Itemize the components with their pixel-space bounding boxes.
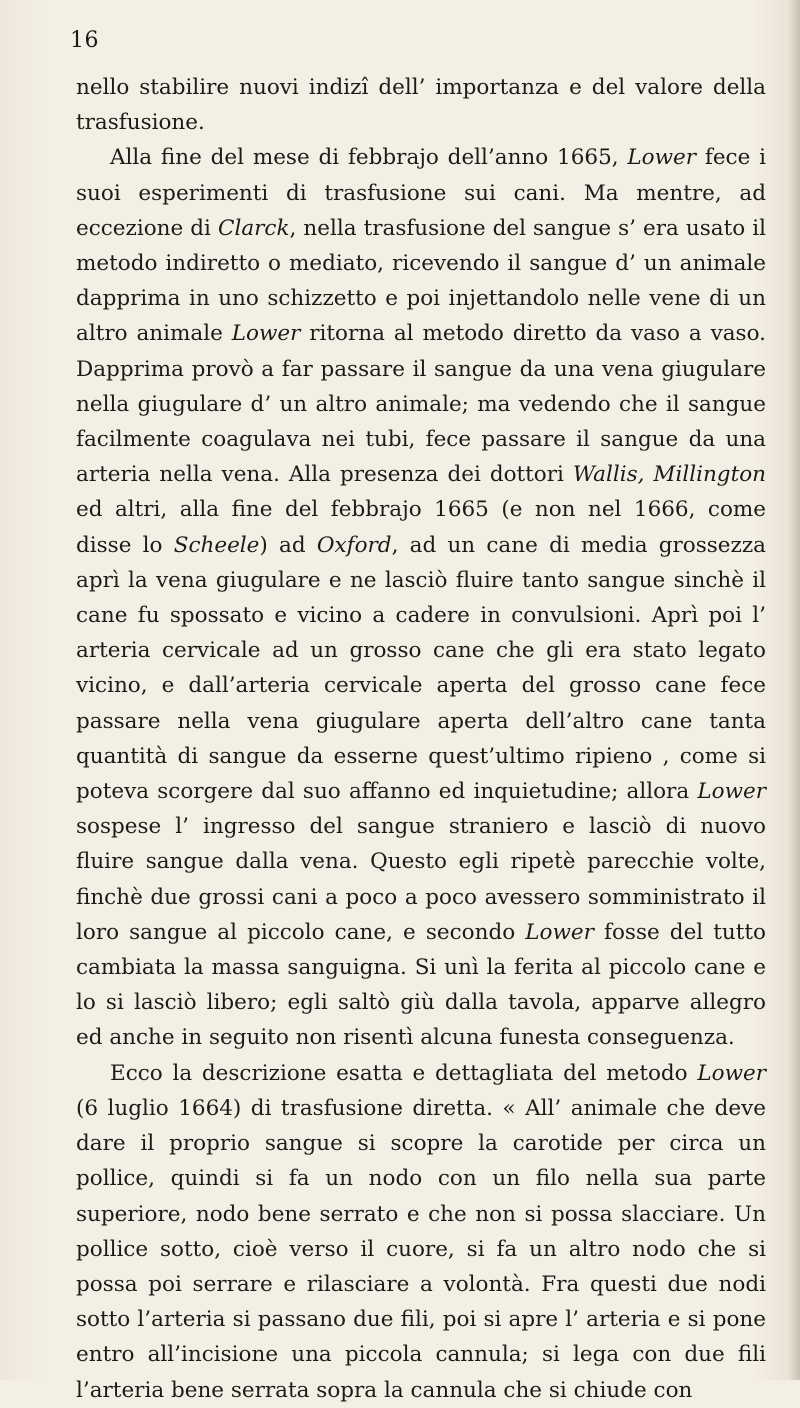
paragraph-2: [76, 140, 766, 1055]
text-segment: , ad un cane di media grossezza aprì la vena giugulare e ne lasciò fluire tanto sangue sinchè il cane fu spossato e vicino a cadere in convulsioni. Aprì poi l’ arteria cervicale ad un grosso cane che gli era stato legato vicino, e dall’arteria cervicale aperta del grosso cane fece passare nella vena giugulare aperta dell’altro cane tanta quantità di sangue da esserne quest’ultimo ripieno , come si poteva scorgere dal suo affanno ed inquietudine; allora: [76, 532, 766, 805]
page-edge-shadow: [788, 0, 800, 1380]
author-name-lower: Lower: [525, 919, 594, 945]
author-name-lower: Lower: [231, 321, 301, 347]
text-segment: ritorna al metodo diretto da vaso a vaso. Dapprima provò a far passare il sangue da una vena giugulare nella giugulare d’ un altro animale; ma vedendo che il sangue facilmente coagulava nei tubi, fece passare il sangue da una arteria nella vena. Alla presenza dei dottori: [76, 321, 766, 488]
page-number: 16: [70, 28, 99, 53]
text-segment: ed altri, alla fine del febbrajo 1665 (e non nel 1666, come disse lo: [76, 497, 766, 558]
text-segment: fosse del tutto cambiata la massa sanguigna. Si unì la ferita al piccolo cane e lo si lasciò libero; egli saltò giù dalla tavola, apparve allegro ed anche in seguito non risentì alcuna funesta conseguenza.: [76, 919, 766, 1051]
body-text: [76, 70, 766, 1408]
text-segment: (6 luglio 1664) di trasfusione diretta. « All’ animale che deve dare il proprio sangue si scopre la carotide per circa un pollice, quindi si fa un nodo con un filo nella sua parte superiore, nodo bene serrato e che non si possa slacciare. Un pollice sotto, cioè verso il cuore, si fa un altro nodo che si possa poi serrare e rilasciare a volontà. Fra questi due nodi sotto l’arteria si passano due fili, poi si apre l’ arteria e si pone entro all’incisione una piccola cannula; si lega con due fili l’arteria bene serrata sopra la cannula che si chiude con: [76, 1095, 766, 1403]
paragraph-3: [76, 1056, 766, 1408]
author-names-wallis-millington: Wallis, Millington: [572, 462, 766, 488]
text-segment: Alla fine del mese di febbrajo dell’anno 1665,: [110, 145, 628, 171]
author-name-clarck: Clarck: [218, 215, 290, 241]
text-segment: , nella trasfusione del sangue s’ era usato il metodo indiretto o mediato, ricevendo il sangue d’ un animale dapprima in uno schizzetto e poi injettandolo nelle vene di un altro animale: [76, 215, 767, 347]
text-segment: nello stabilire nuovi indizî dell’ importanza e del valore della trasfusione.: [76, 75, 766, 136]
text-segment: Ecco la descrizione esatta e dettagliata del metodo: [110, 1060, 698, 1086]
text-segment: sospese l’ ingresso del sangue straniero e lasciò di nuovo fluire sangue dalla vena. Questo egli ripetè parecchie volte, finchè due grossi cani a poco a poco avessero somministrato il loro sangue al piccolo cane, e secondo: [76, 814, 766, 945]
author-name-lower: Lower: [697, 1060, 766, 1086]
author-name-scheele: Scheele: [173, 532, 260, 558]
place-name-oxford: Oxford: [316, 532, 392, 558]
author-name-lower: Lower: [697, 779, 766, 805]
text-segment: fece i suoi esperimenti di trasfusione sui cani. Ma mentre, ad eccezione di: [76, 145, 767, 241]
paragraph-1: [76, 70, 766, 140]
text-segment: ) ad: [259, 532, 317, 558]
author-name-lower: Lower: [627, 145, 697, 171]
